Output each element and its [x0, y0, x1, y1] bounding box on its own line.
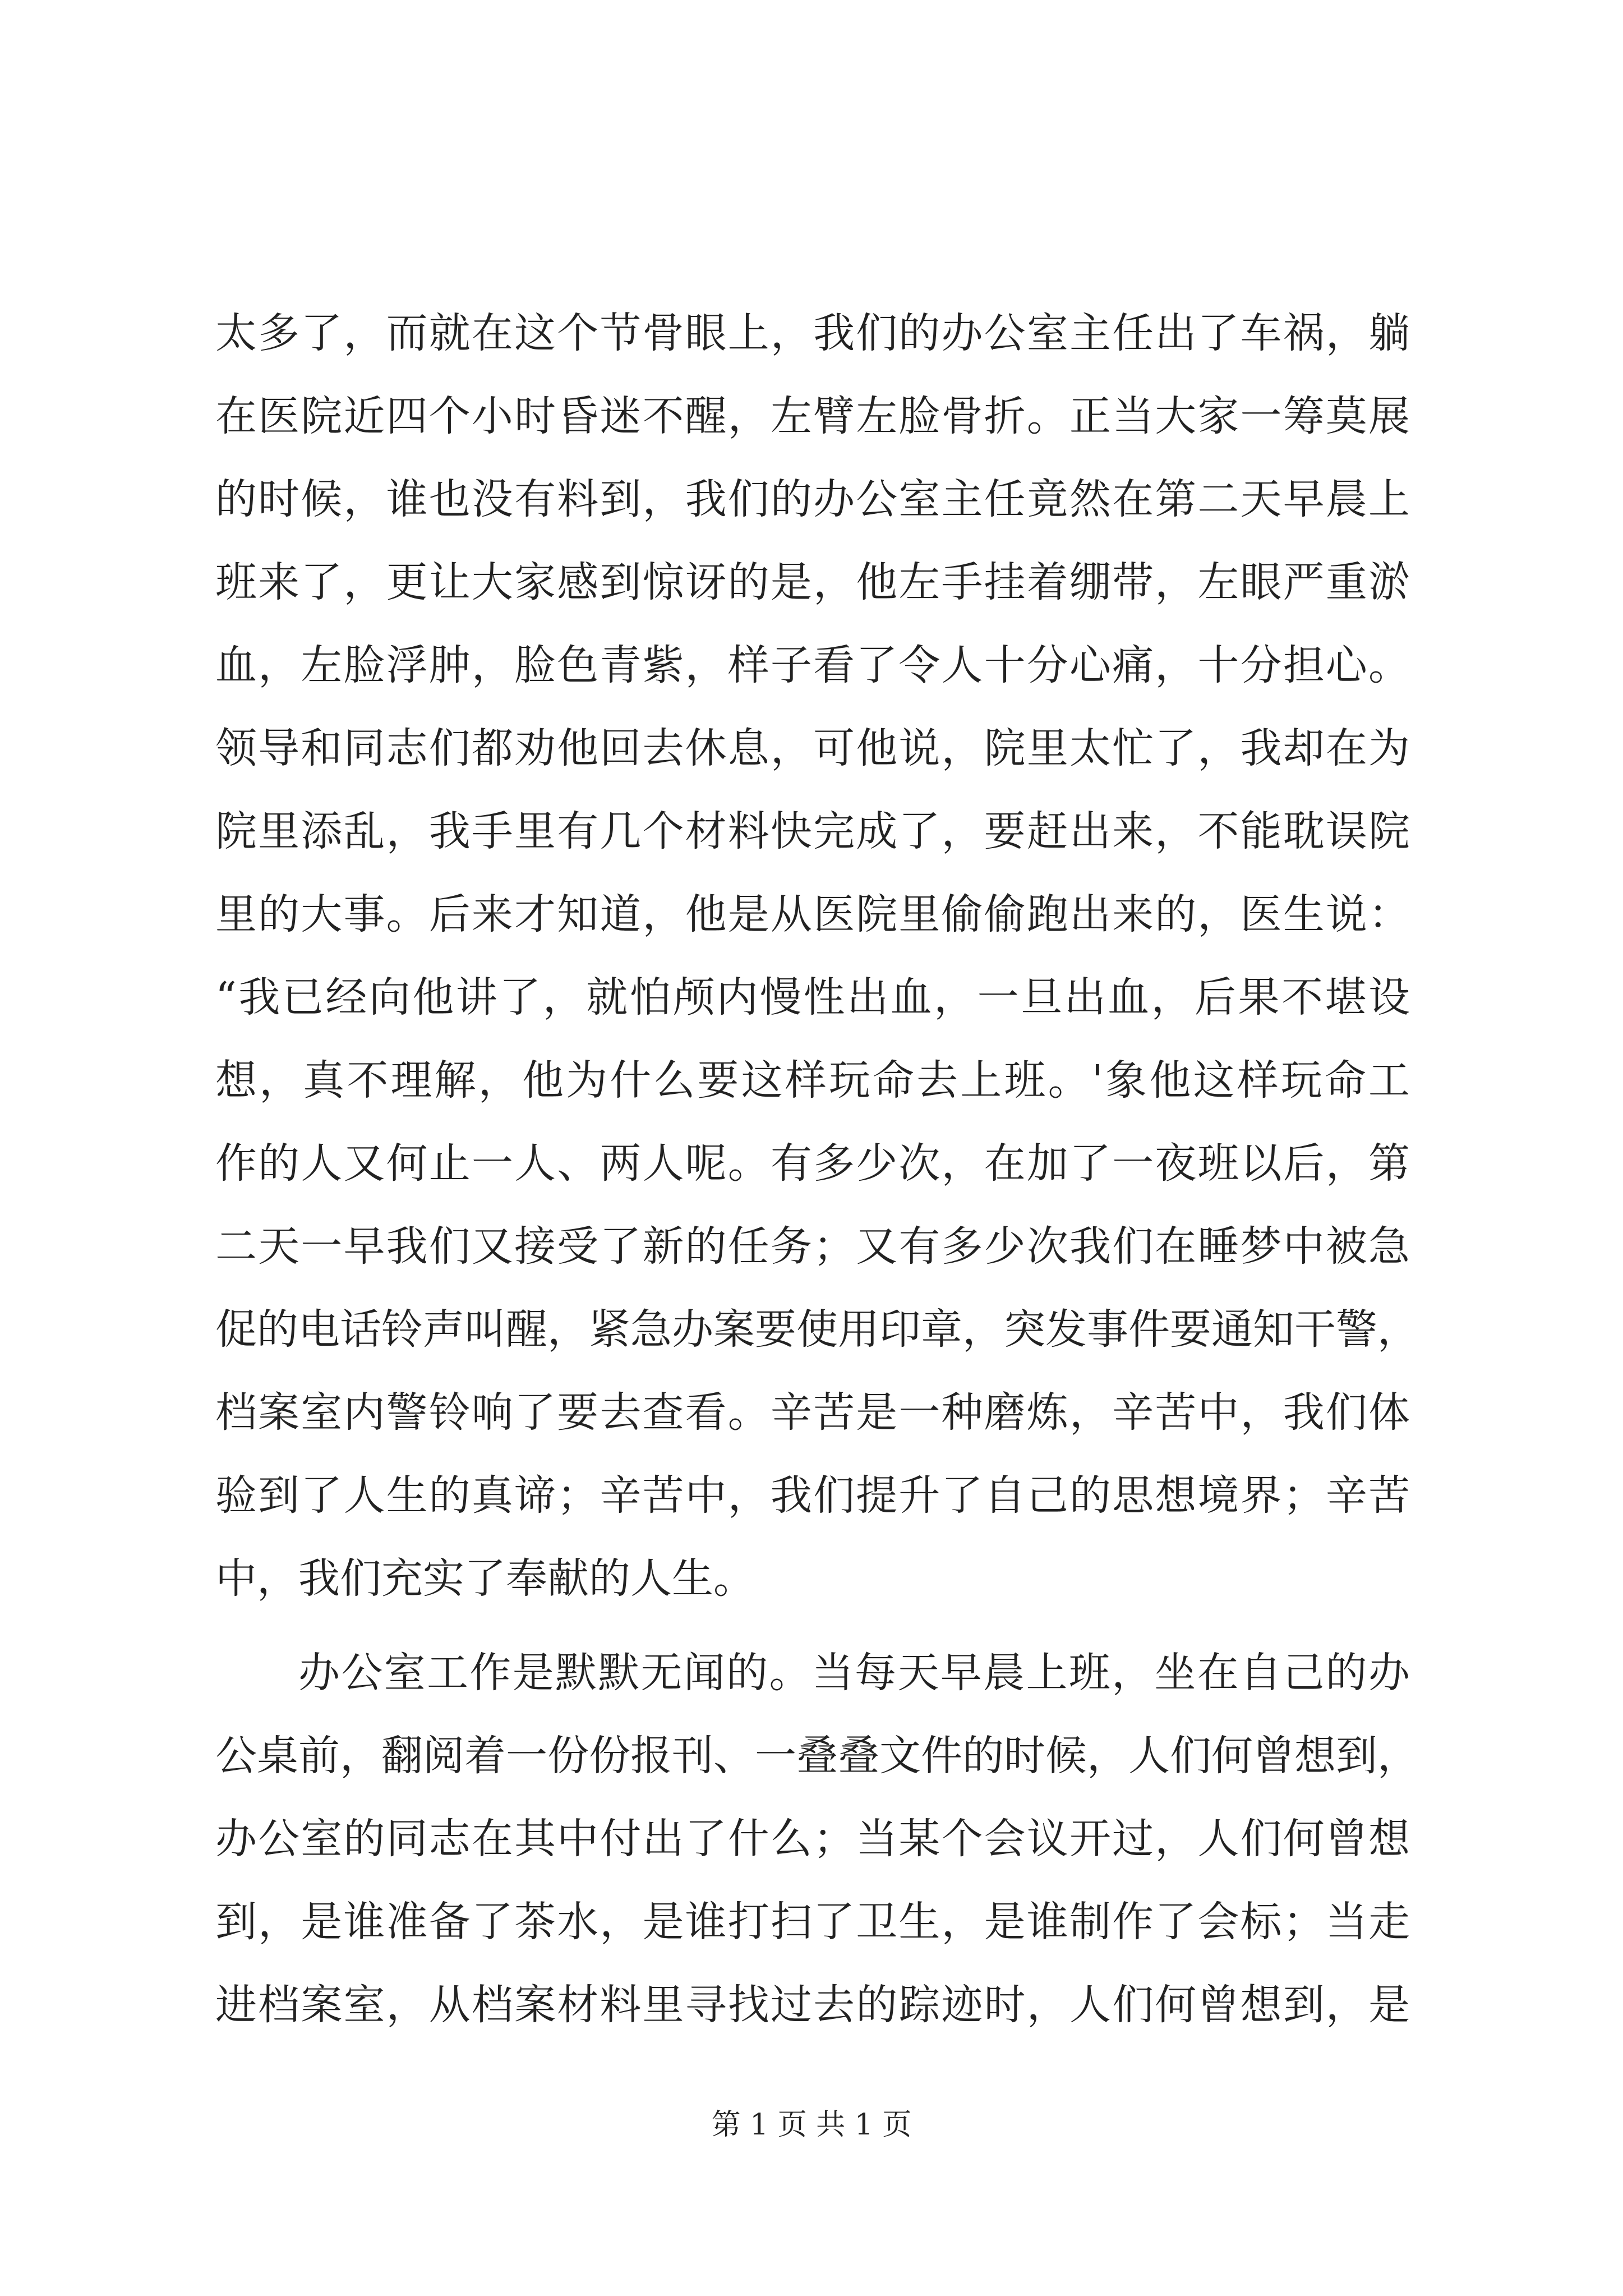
text-line: 进档案室，从档案材料里寻找过去的踪迹时，人们何曾想到，是 — [215, 1981, 1410, 2029]
text-line: “我已经向他讲了，就怕颅内慢性出血，一旦出血，后果不堪设 — [215, 973, 1410, 1022]
text-line: 院里添乱，我手里有几个材料快完成了，要赶出来，不能耽误院 — [215, 807, 1410, 855]
text-line: 领导和同志们都劝他回去休息，可他说，院里太忙了，我却在为 — [215, 724, 1410, 772]
text-line: 太多了，而就在这个节骨眼上，我们的办公室主任出了车祸，躺 — [215, 309, 1410, 357]
paragraph-2 — [215, 1631, 1419, 2046]
text-line: 中，我们充实了奉献的人生。 — [215, 1554, 755, 1603]
text-line: 促的电话铃声叫醒，紧急办案要使用印章，突发事件要通知干警， — [215, 1305, 1419, 1354]
text-line: 档案室内警铃响了要去查看。辛苦是一种磨炼，辛苦中，我们体 — [215, 1388, 1410, 1437]
text-line: 办公室工作是默默无闻的。当每天早晨上班，坐在自己的办 — [298, 1649, 1410, 1697]
paragraph-gap — [215, 1620, 1410, 1631]
text-line: 验到了人生的真谛；辛苦中，我们提升了自己的思想境界；辛苦 — [215, 1471, 1410, 1520]
text-line: 想，真不理解，他为什么要这样玩命去上班。'象他这样玩命工 — [215, 1056, 1410, 1105]
text-line: 班来了，更让大家感到惊讶的是，他左手挂着绷带，左眼严重淤 — [215, 558, 1410, 606]
text-line: 里的大事。后来才知道，他是从医院里偷偷跑出来的，医生说： — [215, 890, 1410, 938]
page-number-label: 第 1 页 共 1 页 — [711, 2108, 912, 2142]
document-body — [215, 292, 1419, 2046]
text-line: 办公室的同志在其中付出了什么；当某个会议开过，人们何曾想 — [215, 1815, 1410, 1863]
page-footer — [0, 2101, 1623, 2143]
text-line: 到，是谁准备了茶水，是谁打扫了卫生，是谁制作了会标；当走 — [215, 1898, 1410, 1946]
text-line: 二天一早我们又接受了新的任务；又有多少次我们在睡梦中被急 — [215, 1222, 1410, 1271]
text-line: 公桌前，翻阅着一份份报刊、一叠叠文件的时候，人们何曾想到， — [215, 1732, 1419, 1780]
text-line: 在医院近四个小时昏迷不醒，左臂左脸骨折。正当大家一筹莫展 — [215, 392, 1410, 440]
text-line: 血，左脸浮肿，脸色青紫，样子看了令人十分心痛，十分担心。 — [215, 641, 1410, 689]
text-line: 的时候，谁也没有料到，我们的办公室主任竟然在第二天早晨上 — [215, 475, 1410, 523]
paragraph-1 — [215, 292, 1419, 1620]
text-line: 作的人又何止一人、两人呢。有多少次，在加了一夜班以后，第 — [215, 1139, 1410, 1188]
